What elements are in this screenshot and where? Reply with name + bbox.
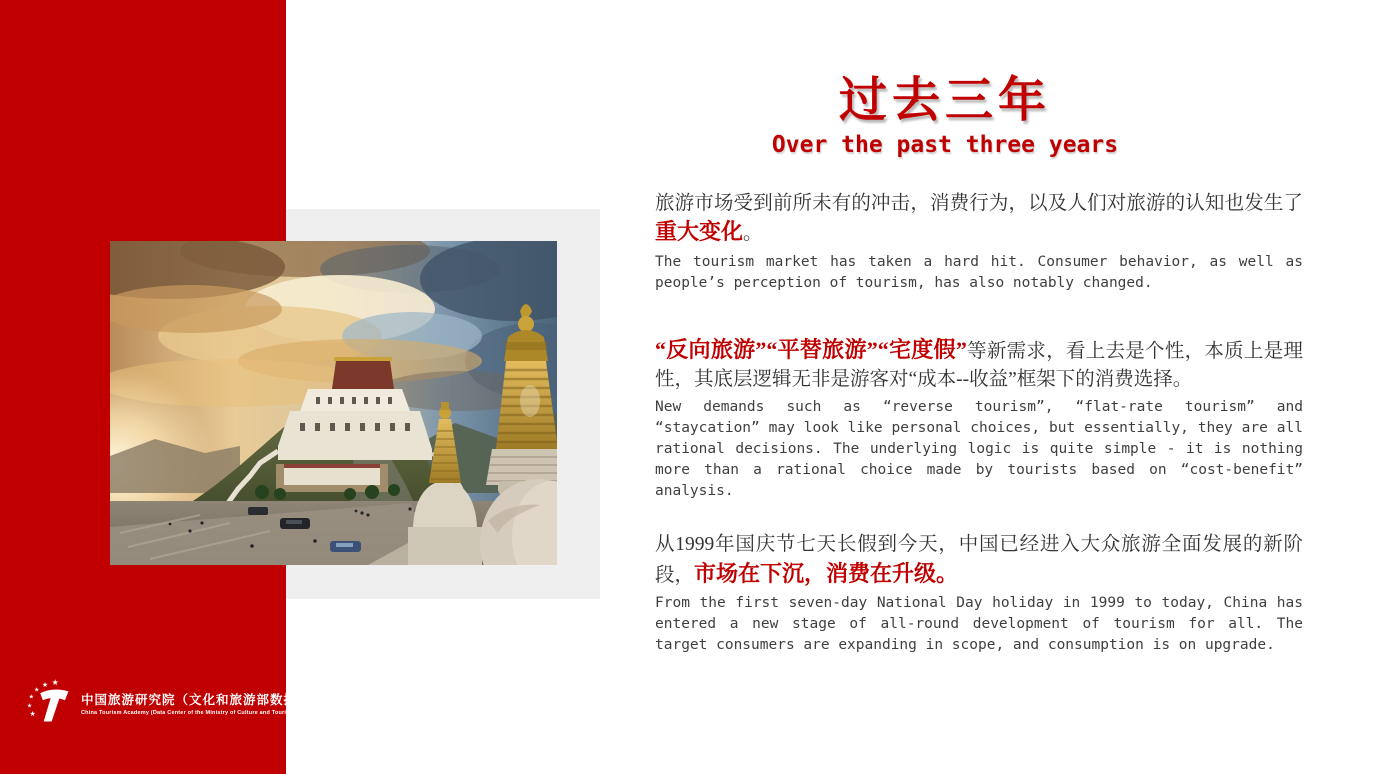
paragraph-3-cn-pre: 从1999年国庆节七天长假到今天，中国已经进入大众旅游全面发展的新阶段， (655, 534, 1303, 586)
svg-text:★: ★ (28, 693, 35, 701)
cta-logo-text (81, 693, 338, 716)
svg-text:★: ★ (51, 679, 59, 688)
paragraph-2-cn-post: 等新需求，看上去是个性，本质上是理性，其底层逻辑无非是游客对“成本--收益”框架下的消费选择。 (655, 341, 1303, 390)
paragraph-new-demands (655, 335, 1303, 502)
paragraph-3-chinese (655, 531, 1303, 589)
paragraph-2-chinese (655, 335, 1303, 393)
svg-text:★: ★ (26, 702, 33, 710)
paragraph-1-english: The tourism market has taken a hard hit. Consumer behavior, as well as people’s perception of tourism, has also notably changed. (655, 254, 1303, 292)
paragraph-1-cn-highlight: 重大变化 (655, 219, 744, 245)
svg-text:★: ★ (41, 681, 49, 689)
logo-title-cn: 中国旅游研究院（文化和旅游部数据中心） (81, 693, 338, 707)
paragraph-3-cn-highlight: 市场在下沉，消费在升级。 (694, 560, 959, 586)
cta-logo-mark-icon (26, 679, 72, 730)
slide-title-cn: 过去三年 (838, 74, 1051, 127)
paragraph-mass-tourism (655, 531, 1303, 656)
potala-palace-photo (110, 241, 557, 565)
paragraph-1-chinese (655, 190, 1303, 248)
paragraph-3-english: From the first seven-day National Day holiday in 1999 to today, China has entered a new stage of all-round development of tourism for all. The target consumers are expanding in scope, and consumption is on upgrade. (655, 595, 1303, 654)
svg-text:★: ★ (33, 686, 40, 694)
paragraph-1-cn-pre: 旅游市场受到前所未有的冲击，消费行为，以及人们对旅游的认知也发生了 (655, 193, 1303, 214)
body-text-block (655, 190, 1303, 656)
paragraph-2-cn-highlight: “反向旅游”“平替旅游”“宅度假” (655, 337, 967, 363)
svg-text:★: ★ (29, 711, 36, 719)
logo-title-en: China Tourism Academy (Data Center of the Ministry of Culture and Tourism) (81, 710, 297, 716)
paragraph-1-cn-post: 。 (743, 223, 763, 245)
slide-title-en: Over the past three years (771, 131, 1119, 158)
cta-logo (26, 679, 338, 730)
paragraph-market-shock (655, 190, 1303, 294)
paragraph-2-english: New demands such as “reverse tourism”, “flat-rate tourism” and “staycation” may look like personal choices, but essentially, they are all rational decisions. The underlying logic is quite simple - it is nothing more than a rational choice made by tourists based on “cost-benefit” analysis. (655, 399, 1303, 500)
title-block (620, 74, 1270, 158)
